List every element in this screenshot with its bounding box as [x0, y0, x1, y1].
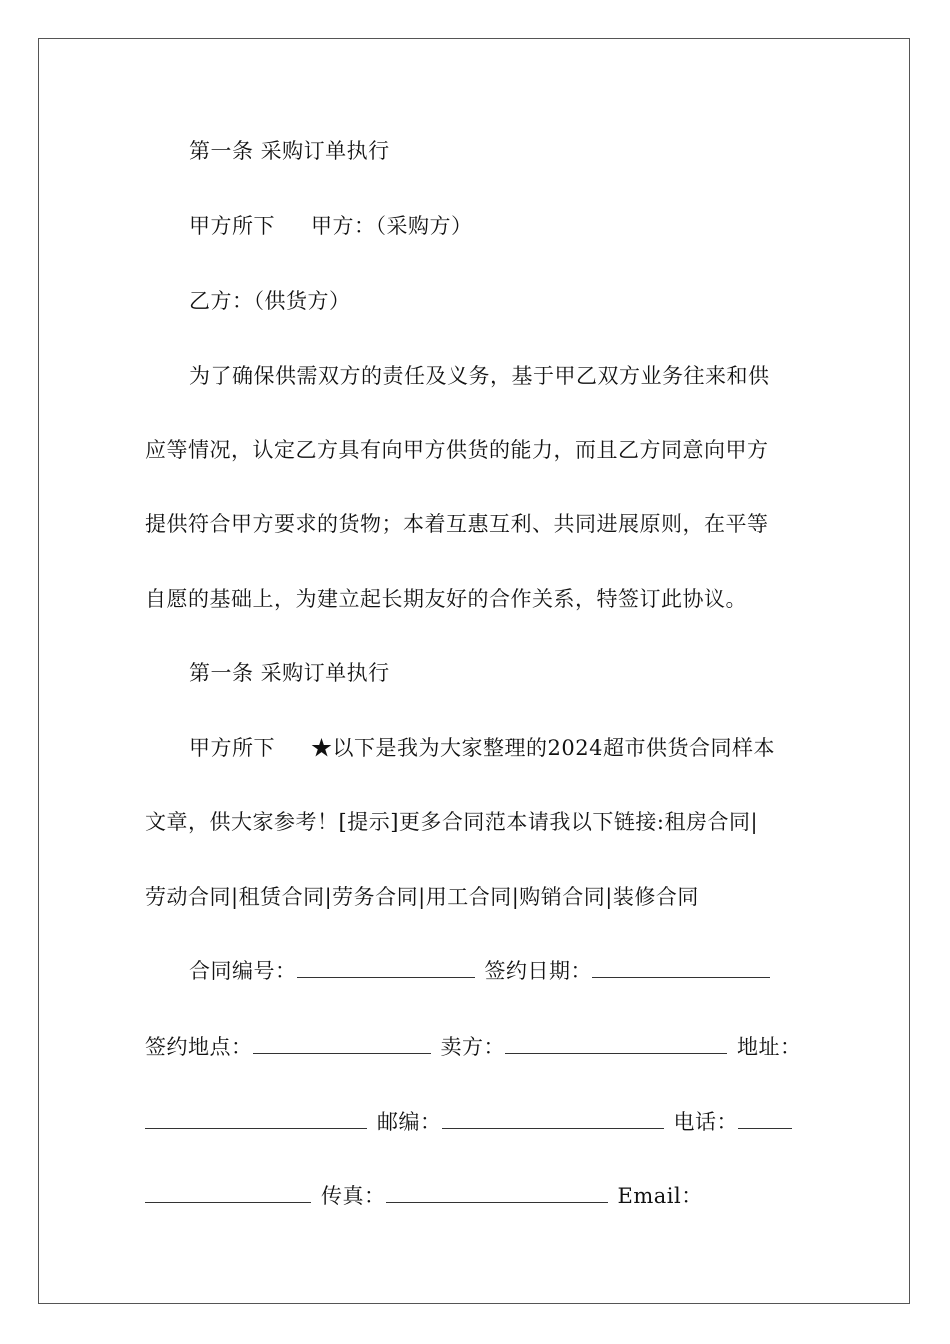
party-a-label: 甲方：（采购方） [311, 214, 473, 238]
form-row [145, 1182, 703, 1210]
sign-date-label: 签约日期： [484, 959, 592, 983]
postcode-label: 邮编： [377, 1110, 442, 1134]
intro-line [189, 734, 775, 762]
clause-heading: 第一条 采购订单执行 [189, 661, 390, 685]
contract-no-field[interactable] [297, 957, 475, 978]
paragraph-line: 提供符合甲方要求的货物；本着互惠互利、共同进展原则，在平等 [145, 512, 769, 536]
seller-label: 卖方： [440, 1035, 505, 1059]
sign-place-field[interactable] [253, 1033, 431, 1054]
paragraph-line: 文章，供大家参考！[提示]更多合同范本请我以下链接:租房合同| [145, 810, 759, 834]
paragraph-line: 自愿的基础上，为建立起长期友好的合作关系，特签订此协议。 [145, 587, 747, 611]
party-line-a [189, 212, 473, 240]
email-label: Email： [617, 1184, 703, 1208]
phone-label: 电话： [673, 1110, 738, 1134]
seller-field[interactable] [505, 1033, 727, 1054]
intro-text: ★以下是我为大家整理的2024超市供货合同样本 [311, 736, 775, 760]
sign-place-label: 签约地点： [145, 1035, 253, 1059]
phone-field[interactable] [738, 1108, 792, 1129]
sign-date-field[interactable] [592, 957, 770, 978]
fax-label: 传真： [321, 1184, 386, 1208]
paragraph-line: 应等情况，认定乙方具有向甲方供货的能力，而且乙方同意向甲方 [145, 438, 769, 462]
form-row [145, 1033, 802, 1061]
address-label: 地址： [737, 1035, 802, 1059]
fax-field[interactable] [386, 1182, 608, 1203]
contract-no-label: 合同编号： [189, 959, 297, 983]
address-field[interactable] [145, 1108, 367, 1129]
postcode-field[interactable] [442, 1108, 664, 1129]
form-row [189, 957, 780, 985]
clause-heading: 第一条 采购订单执行 [189, 139, 390, 163]
phone-field-cont[interactable] [145, 1182, 311, 1203]
form-row [145, 1108, 792, 1136]
paragraph-line: 为了确保供需双方的责任及义务，基于甲乙双方业务往来和供 [189, 364, 770, 388]
party-prefix: 甲方所下 [189, 736, 275, 760]
party-prefix: 甲方所下 [189, 214, 275, 238]
party-b-label: 乙方：（供货方） [189, 289, 351, 313]
link-list: 劳动合同|租赁合同|劳务合同|用工合同|购销合同|装修合同 [145, 885, 699, 909]
